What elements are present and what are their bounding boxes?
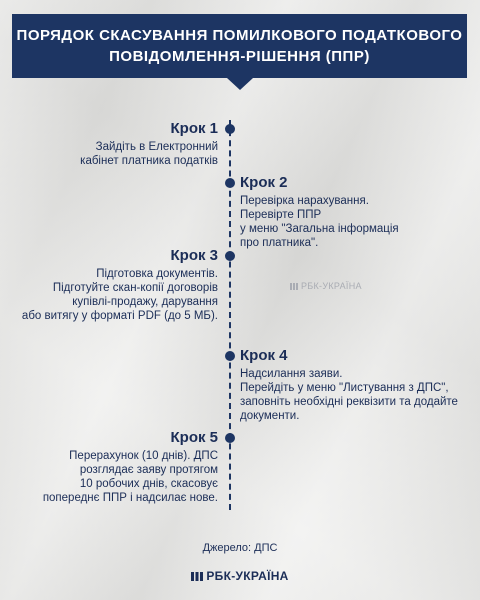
rbc-logo-icon [191,572,203,581]
step-title: Крок 5 [170,429,218,446]
page-title-line-1: ПОРЯДОК СКАСУВАННЯ ПОМИЛКОВОГО ПОДАТКОВОГО [16,27,463,44]
watermark [290,281,362,291]
page-title-line-2: ПОВІДОМЛЕННЯ-РІШЕННЯ (ППР) [109,48,370,65]
step-description: Перевірка нарахування. Перевірте ППР у меню "Загальна інформація про платника". [240,195,399,249]
step-2 [240,174,450,250]
timeline-dot-4 [225,351,235,361]
step-1 [8,120,218,168]
timeline-dot-3 [225,251,235,261]
step-title: Крок 3 [170,247,218,264]
step-title: Крок 2 [240,174,288,191]
rbc-logo-icon [290,283,299,290]
logo-text: РБК-УКРАЇНА [206,569,289,583]
watermark-text: РБК-УКРАЇНА [301,281,362,291]
timeline-dot-2 [225,178,235,188]
timeline-dot-5 [225,433,235,443]
step-description: Перерахунок (10 днів). ДПС розглядає заяву протягом 10 робочих днів, скасовує попереднє ППР і надсилає нове. [42,450,218,504]
step-title: Крок 1 [170,120,218,137]
step-description: Надсилання заяви. Перейдіть у меню "Листування з ДПС", заповніть необхідні реквізити та додайте документи. [240,368,458,422]
title-banner [12,14,467,78]
timeline-dot-1 [225,124,235,134]
step-5 [8,429,218,505]
footer-logo [0,569,480,583]
source-note: Джерело: ДПС [202,542,278,554]
step-description: Зайдіть в Електронний кабінет платника податків [80,141,218,167]
step-4 [240,347,458,423]
step-title: Крок 4 [240,347,288,364]
step-description: Підготовка документів. Підготуйте скан-копії договорів купівлі-продажу, дарування або витягу у форматі PDF (до 5 МБ). [21,268,218,322]
step-3 [0,247,218,323]
